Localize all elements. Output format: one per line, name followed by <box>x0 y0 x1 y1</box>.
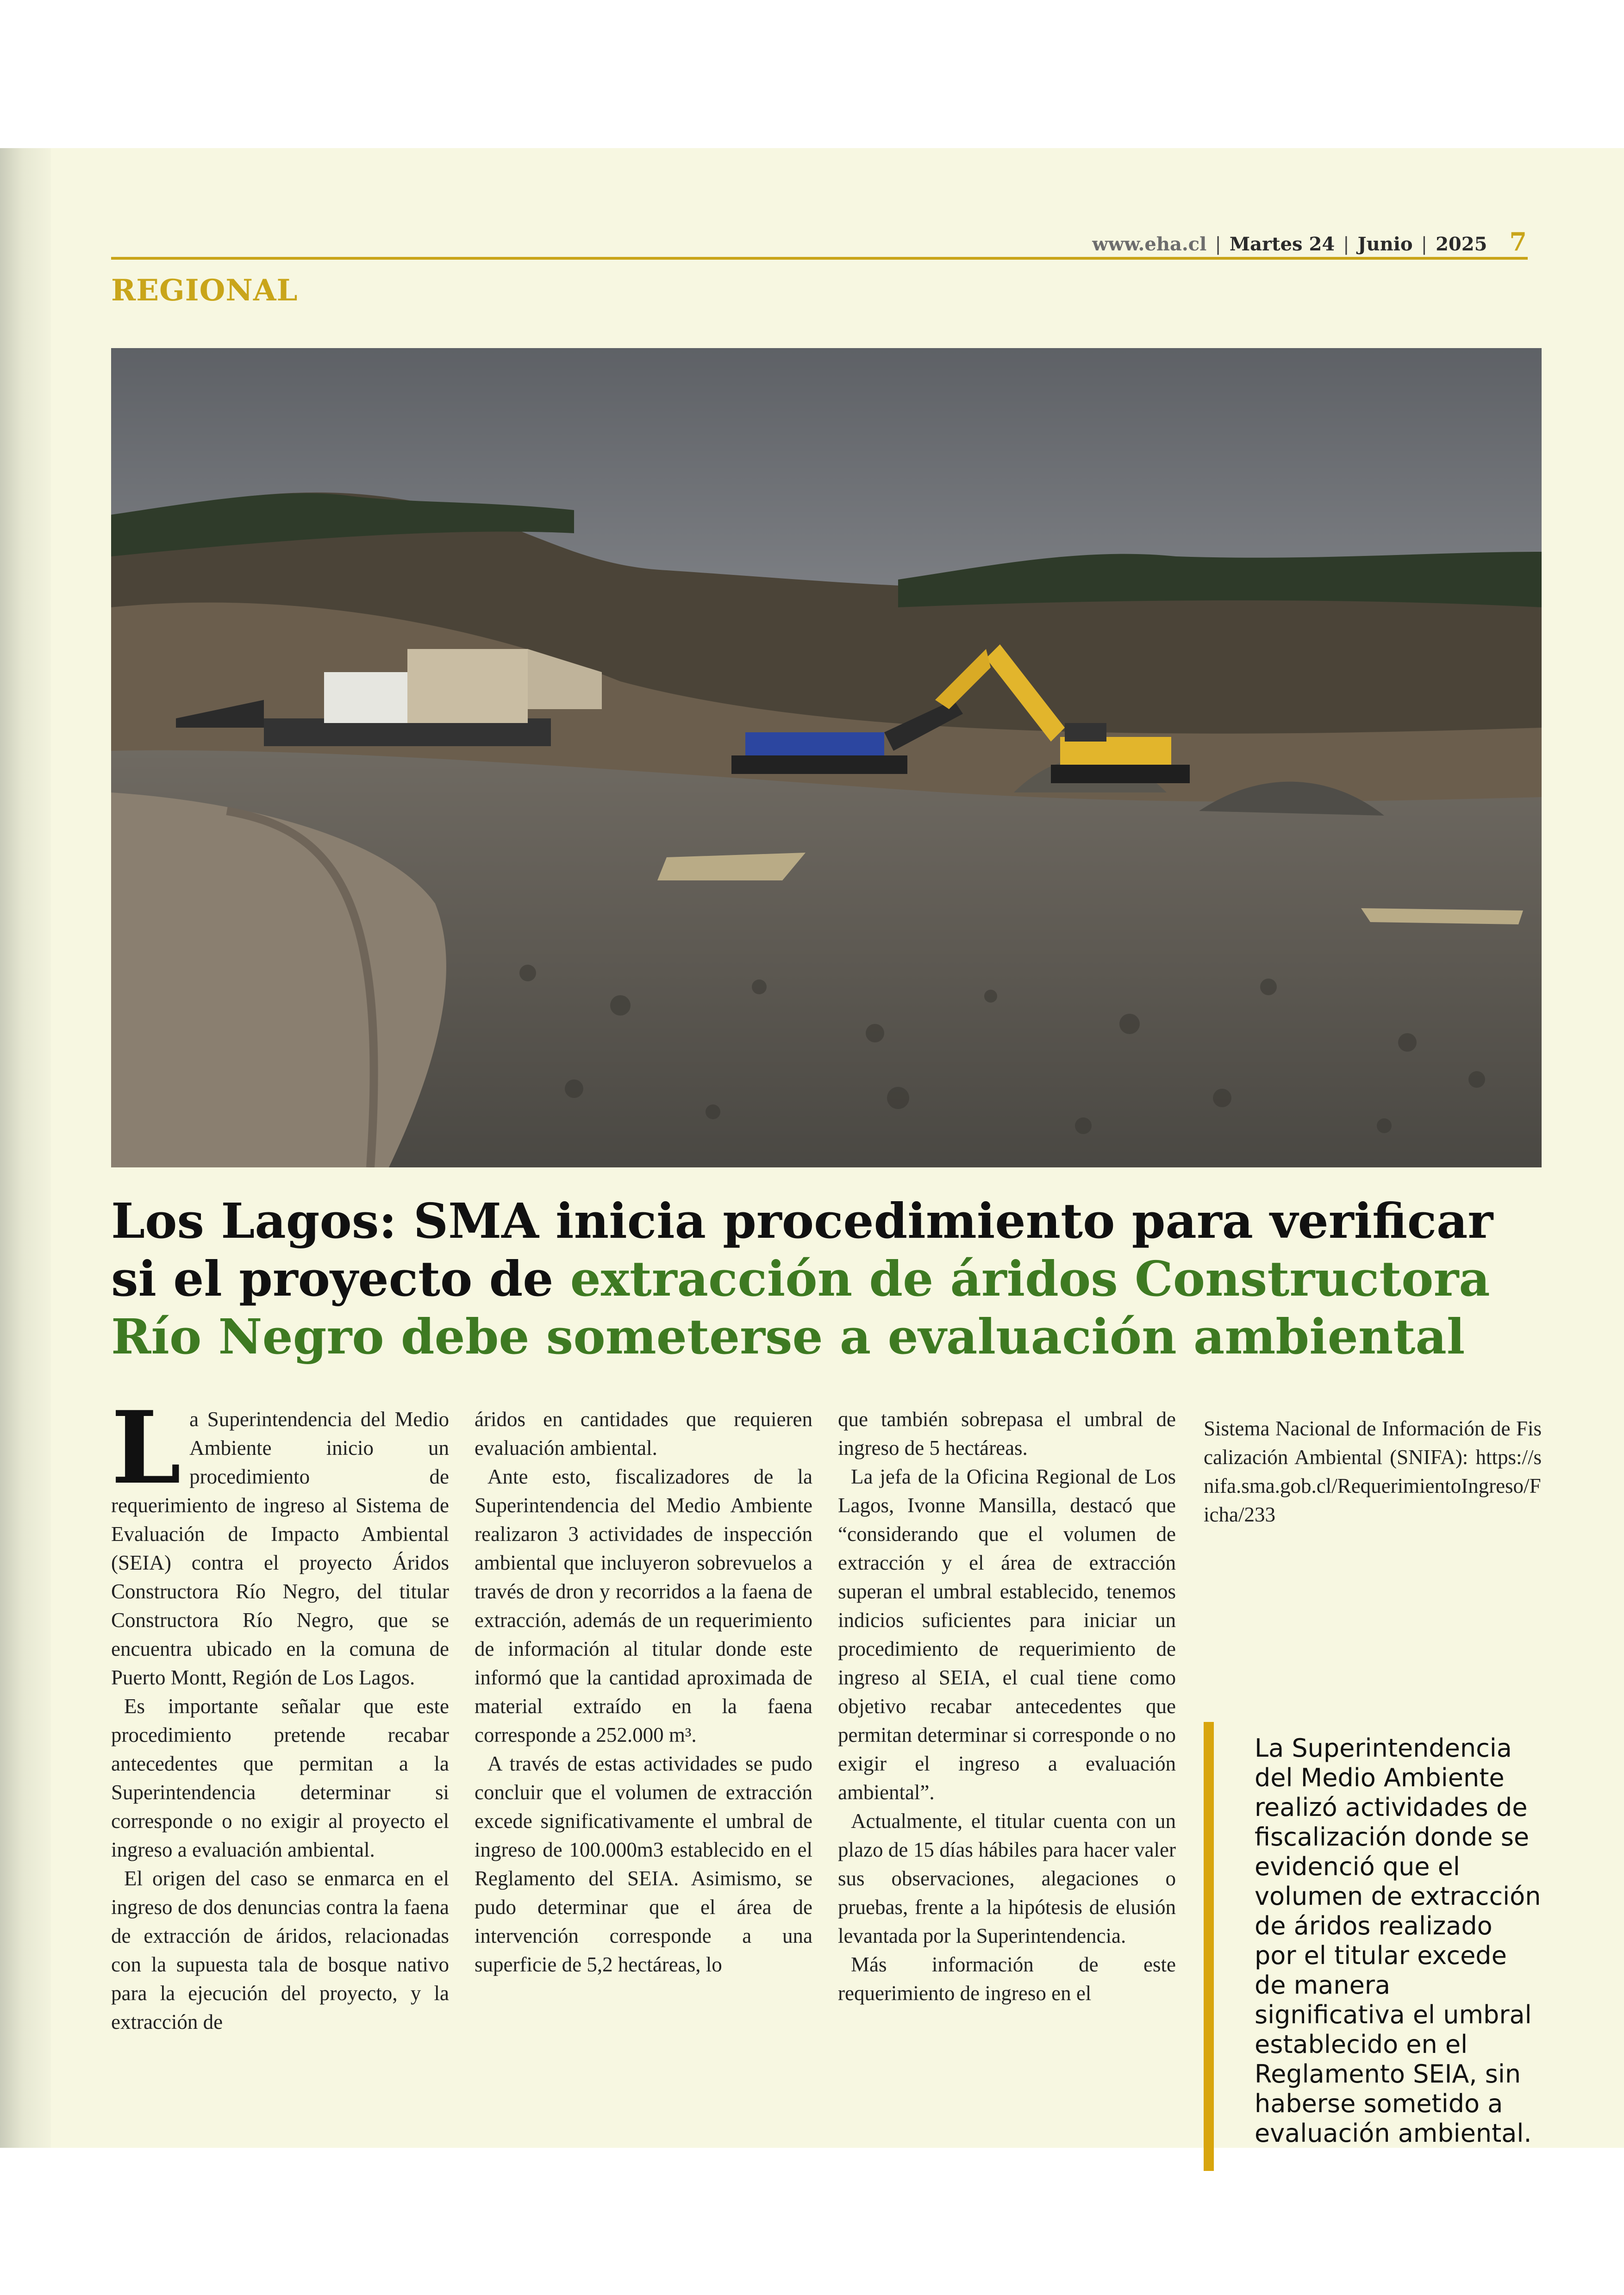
col3-para-3: Actualmente, el titular cuenta con un plazo de 15 días hábiles para hacer valer sus observaciones, alegaciones o pruebas, frente a la hipótesis de elusión levantada por la Superintendencia. <box>838 1809 1176 1947</box>
section-label: REGIONAL <box>111 273 298 308</box>
article-column-4 <box>1204 1414 1542 1529</box>
col3-para-2: La jefa de la Oficina Regional de Los Lagos, Ivonne Mansilla, destacó que “considerando que el volumen de extracción y el área de extracción superan el umbral establecido, tenemos indicios suficientes para iniciar un procedimiento de requerimiento de ingreso al SEIA, el cual tiene como objetivo recabar antecedentes que permitan determinar si corresponde o no exigir el ingreso a evaluación ambiental”. <box>838 1465 1176 1804</box>
col2-para-3: A través de estas actividades se pudo concluir que el volumen de extracción excede significativamente el umbral de ingreso de 100.000m3 establecido en el Reglamento del SEIA. Asimismo, se pudo determinar que el área de intervención corresponde a una superficie de 5,2 hectáreas, lo <box>475 1752 812 1976</box>
col1-para-2: Es importante señalar que este procedimiento pretende recabar antecedentes que permitan a la Superintendencia determinar si corresponde o no exigir al proyecto el ingreso a evaluación ambiental. <box>111 1695 449 1861</box>
page-spine-shadow <box>0 148 51 2148</box>
page-number: 7 <box>1509 227 1527 256</box>
quarry-photo <box>111 348 1542 1167</box>
site-url[interactable]: www.eha.cl <box>1092 233 1207 255</box>
pull-quote: La Superintendencia del Medio Ambiente realizó actividades de fiscalización donde se evidenció que el volumen de extracción de áridos realizado por el titular excede de manera significativa el umbral establecido en el Reglamento SEIA, sin haberse sometido a evaluación ambiental. <box>1255 1734 1541 2148</box>
article-column-2 <box>475 1405 812 1979</box>
drop-cap: L <box>111 1389 181 1506</box>
page-header: www.eha.cl | Martes 24 | Junio | 2025 7 <box>1092 227 1527 256</box>
headline <box>111 1192 1542 1366</box>
col2-para-1: áridos en cantidades que requieren evaluación ambiental. <box>475 1408 812 1459</box>
headline-part-green: extracción de áridos Constructora Río Negro debe someterse a evaluación ambiental <box>111 1250 1490 1365</box>
col3-para-4: Más información de este requerimiento de ingreso en el <box>838 1953 1176 2005</box>
col1-para-1: a Superintendencia del Medio Ambiente inicio un procedimiento de requerimiento de ingreso al Sistema de Evaluación de Impacto Ambiental (SEIA) contra el proyecto Áridos Constructora Río Negro, del titular Constructora Río Negro, que se encuentra ubicado en la comuna de Puerto Montt, Región de Los Lagos. <box>111 1408 449 1689</box>
col3-para-1: que también sobrepasa el umbral de ingreso de 5 hectáreas. <box>838 1408 1176 1459</box>
header-month: Junio <box>1357 233 1413 255</box>
col1-para-3: El origen del caso se enmarca en el ingreso de dos denuncias contra la faena de extracción de áridos, relacionadas con la supuesta tala de bosque nativo para la ejecución del proyecto, y la extracción de <box>111 1867 449 2033</box>
col4-para-1: Sistema Nacional de Información de Fiscalización Ambiental (SNIFA): https://snifa.sma.gob.cl/RequerimientoIngreso/Ficha/233 <box>1204 1417 1542 1526</box>
header-rule <box>111 257 1528 260</box>
article-column-1 <box>111 1389 449 2036</box>
col2-para-2: Ante esto, fiscalizadores de la Superintendencia del Medio Ambiente realizaron 3 actividades de inspección ambiental que incluyeron sobrevuelos a través de dron y recorridos a la faena de extracción, además de un requerimiento de información al titular donde este informó que la cantidad aproximada de material extraído en la faena corresponde a 252.000 m³. <box>475 1465 812 1746</box>
pull-quote-bar <box>1204 1722 1214 2171</box>
header-day: Martes 24 <box>1229 233 1335 255</box>
headline-part-black: Los Lagos: SMA inicia procedimiento para verificar si el proyecto de <box>111 1192 1493 1307</box>
header-year: 2025 <box>1436 233 1487 255</box>
newspaper-page <box>0 148 1624 2148</box>
article-column-3 <box>838 1405 1176 2008</box>
